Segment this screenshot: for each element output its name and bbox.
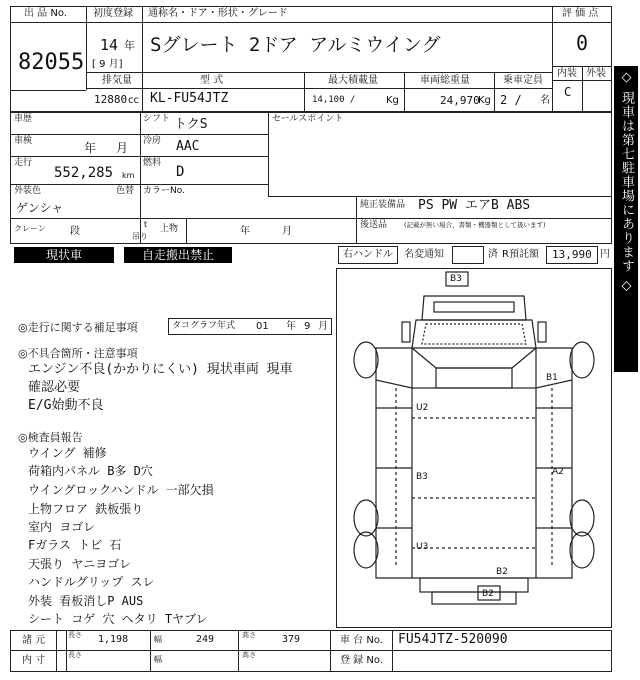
inspection-year: 年: [84, 141, 97, 155]
inspector-line: ウイングロックハンドル 一部欠損: [28, 483, 214, 497]
tachograph-label: タコグラフ年式: [172, 321, 236, 331]
inspection-month: 月: [116, 141, 129, 155]
divider: [10, 134, 268, 135]
name-label: 通称名・ドア・形状・グレード: [148, 8, 288, 19]
inspection-label: 車検: [14, 136, 33, 146]
divider: [86, 6, 87, 90]
diagram-label: B3: [416, 472, 428, 482]
tacho-month: 9: [304, 321, 311, 332]
fuel-label: 燃料: [143, 158, 162, 168]
divider: [10, 156, 268, 157]
shift-value: トクS: [174, 117, 208, 132]
inner-length-label: 長さ: [68, 651, 82, 659]
diagram-label: B2: [496, 567, 508, 577]
gross-weight-value: 24,970: [440, 94, 480, 107]
first-reg-label: 初度登録: [93, 8, 133, 19]
divider: [304, 72, 305, 112]
lot-no-label: 出 品 No.: [24, 8, 67, 19]
inspector-line: ウイング 補修: [28, 446, 107, 460]
capacity-label: 乗車定員: [503, 75, 543, 86]
diagram-label: A2: [552, 467, 564, 477]
color-value: ゲンシャ: [16, 201, 64, 215]
fuel-value: D: [176, 164, 185, 180]
sales-point-label: セールスポイント: [272, 114, 344, 124]
inspector-line: 天張り ヤニヨゴレ: [28, 557, 132, 571]
diagram-label: U3: [416, 542, 429, 552]
divider: [10, 650, 612, 651]
recycle-unit: 円: [600, 249, 610, 260]
color-label: 外装色: [14, 186, 42, 196]
divider: [552, 80, 612, 81]
divider: [86, 22, 552, 23]
length-value: 1,198: [98, 634, 129, 645]
max-load-unit: Kg: [386, 95, 399, 106]
color-no-label: 色替: [116, 186, 135, 196]
status-banner-current: 現状車: [14, 247, 114, 263]
crane-hook: 吊り: [132, 232, 148, 241]
drive-label: 右ハンドル: [343, 249, 393, 260]
capacity-unit: 名: [540, 95, 550, 106]
recycle-label: 済: [488, 249, 498, 260]
vehicle-name: Sグレート 2ドア アルミウイング: [150, 34, 441, 56]
ac-value: AAC: [176, 139, 200, 154]
tacho-month-unit: 月: [318, 321, 328, 332]
crane-ton: t: [144, 220, 148, 229]
crane-stage: 段: [70, 226, 80, 237]
divider: [392, 630, 393, 672]
divider: [582, 66, 583, 112]
capacity-value: 2 /: [500, 93, 522, 107]
width-value: 249: [196, 634, 215, 645]
divider: [238, 630, 239, 672]
divider: [56, 630, 57, 672]
name-change-box: [452, 246, 484, 264]
divider: [10, 22, 86, 23]
displacement-value: 12880: [94, 93, 128, 106]
loading-month: 月: [282, 226, 292, 237]
inner-height-label: 高さ: [242, 651, 256, 659]
ac-label: 冷房: [143, 136, 162, 146]
inspector-line: シート コゲ 穴 ヘタリ Tヤブレ: [28, 612, 208, 626]
divider: [142, 72, 143, 112]
length-label: 長さ: [68, 631, 82, 639]
inspector-line: ハンドルグリップ スレ: [28, 575, 155, 589]
chassis-value: FU54JTZ-520090: [398, 632, 508, 647]
recycle-fee-label: R預託額: [502, 249, 539, 260]
inspector-line: 外装 看板消しP AUS: [28, 594, 144, 608]
history-label: 車歴: [14, 114, 33, 124]
defect-line: エンジン不良(かかりにくい) 現状車両 現車: [28, 362, 293, 377]
grade-value: 0: [576, 31, 589, 55]
inspector-line: 荷箱内パネル B多 D穴: [28, 464, 153, 478]
divider: [86, 72, 552, 73]
gross-weight-unit: Kg: [478, 95, 491, 106]
reg-label: 登 録 No.: [340, 655, 383, 666]
width-label: 幅: [154, 635, 162, 644]
shift-label: シフト: [143, 114, 171, 124]
defects-title: ◎不具合箇所・注意事項: [18, 347, 138, 360]
defect-line: 確認必要: [28, 380, 81, 395]
recycle-fee-value: 13,990: [552, 248, 592, 261]
model-label: 型 式: [200, 75, 224, 86]
divider: [494, 72, 495, 112]
max-load-value: 14,100 /: [312, 95, 356, 105]
inspector-title: ◎検査員報告: [18, 431, 83, 444]
year-unit: 年: [124, 39, 135, 52]
diagram-label: B2: [482, 589, 494, 599]
divider: [10, 184, 268, 185]
interior-value: C: [564, 85, 572, 99]
interior-label: 内装: [557, 68, 577, 79]
height-label: 高さ: [242, 631, 256, 639]
loading-label: 上物: [160, 224, 179, 234]
loading-year: 年: [240, 226, 250, 237]
divider: [10, 90, 86, 91]
exterior-label: 外装: [586, 68, 606, 79]
divider: [552, 22, 612, 23]
name-change-label: 名変通知: [404, 249, 444, 260]
inner-width-label: 幅: [154, 655, 162, 664]
mileage-label: 走行: [14, 158, 33, 168]
grade-label: 評 価 点: [562, 8, 599, 19]
divider: [10, 218, 140, 219]
specs-label: 諸 元: [22, 635, 46, 646]
divider: [268, 112, 269, 196]
mileage-value: 552,285: [54, 165, 114, 181]
truck-diagram: [336, 268, 612, 628]
height-value: 379: [282, 634, 301, 645]
gross-weight-label: 車両総重量: [420, 75, 470, 86]
max-load-label: 最大積載量: [328, 75, 378, 86]
divider: [330, 630, 331, 672]
divider: [140, 112, 141, 244]
side-banner-text: ◇ 現車は第七駐車場にあります ◇: [619, 70, 634, 295]
color-code-label: カラーNo.: [143, 186, 185, 196]
divider: [66, 630, 67, 672]
equipment-value: PS PW エアB ABS: [418, 198, 531, 213]
divider: [356, 196, 357, 244]
diagram-label: B3: [450, 274, 462, 284]
divider: [404, 72, 405, 112]
divider: [142, 6, 143, 72]
first-reg-year: 14: [100, 36, 119, 54]
divider: [86, 88, 552, 89]
inspector-line: 上物フロア 鉄板張り: [28, 502, 144, 516]
first-reg-month: [ 9 月]: [92, 59, 123, 70]
equipment-label: 純正装備品: [360, 200, 406, 210]
displacement-label: 排気量: [102, 75, 132, 86]
inspector-line: Fガラス トビ 石: [28, 538, 122, 552]
lot-no-value: 82055: [18, 50, 85, 75]
crane-label: クレーン: [14, 224, 46, 233]
driving-title: ◎走行に関する補足事項: [18, 321, 138, 334]
divider: [150, 630, 151, 672]
diagram-label: U2: [416, 403, 429, 413]
aftermarket-note: (記載が無い場合、書類・機器類として扱います): [404, 221, 546, 229]
diagram-label: B1: [546, 373, 558, 383]
divider: [186, 218, 187, 244]
status-banner-no-self-drive: 自走搬出禁止: [124, 247, 232, 263]
inspector-line: 室内 ヨゴレ: [28, 520, 96, 534]
tacho-year-unit: 年: [286, 321, 296, 332]
chassis-label: 車 台 No.: [340, 635, 383, 646]
mileage-unit: km: [122, 171, 135, 180]
model-value: KL-FU54JTZ: [150, 91, 229, 106]
aftermarket-label: 後送品: [360, 220, 388, 230]
displacement-unit: cc: [128, 95, 139, 106]
divider: [268, 196, 612, 197]
inner-label: 内 寸: [22, 655, 46, 666]
tacho-year: 01: [256, 321, 269, 332]
defect-line: E/G始動不良: [28, 398, 104, 413]
divider: [140, 218, 612, 219]
